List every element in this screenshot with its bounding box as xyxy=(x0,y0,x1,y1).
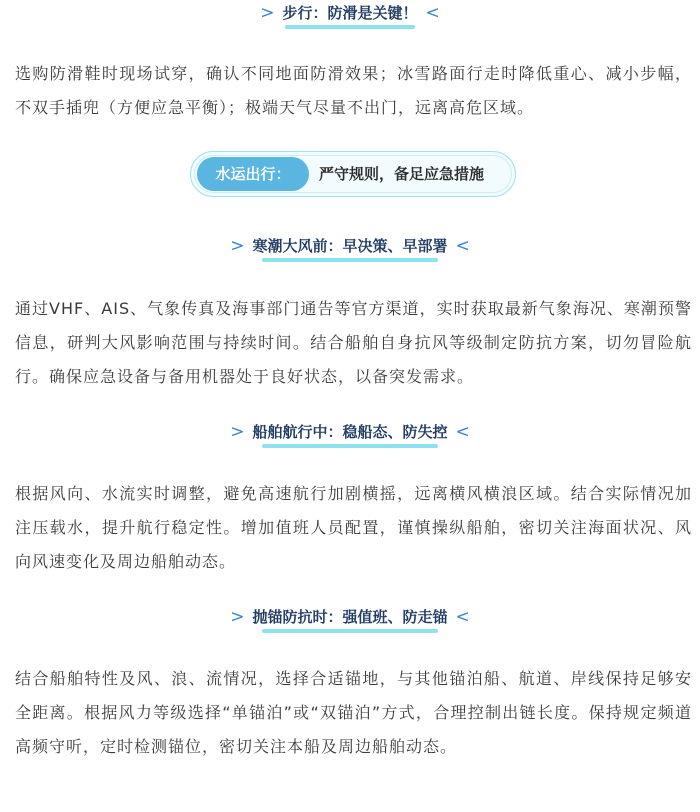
heading-underline xyxy=(262,258,438,262)
section-heading-inner xyxy=(230,606,470,628)
section-paragraph-anchoring: 结合船舶特性及风、浪、流情况，选择合适锚地，与其他锚泊船、航道、岸线保持足够安全距离。根据风力等级选择“单锚泊”或“双锚泊”方式，合理控制出链长度。保持规定频道高频守听，定时检测锚位，密切关注本船及周边船舶动态。 xyxy=(15,669,692,756)
section-title: 抛锚防抗时：强值班、防走锚 xyxy=(252,608,448,626)
section-paragraph-walking: 选购防滑鞋时现场试穿，确认不同地面防滑效果；冰雪路面行走时降低重心、减小步幅，不双手插兜（方便应急平衡）；极端天气尽量不出门，远离高危区域。 xyxy=(15,64,692,117)
chevron-left-icon: < xyxy=(455,607,470,627)
banner-label: 水运出行： xyxy=(197,157,309,191)
heading-underline xyxy=(262,629,438,633)
chevron-left-icon: < xyxy=(455,236,470,256)
section-title: 船舶航行中：稳船态、防失控 xyxy=(252,423,448,441)
chevron-right-icon: > xyxy=(260,3,275,23)
section-heading-before-cold-wave xyxy=(0,235,700,265)
section-paragraph-underway: 根据风向、水流实时调整，避免高速航行加剧横摇，远离横风横浪区域。结合实际情况加注压载水，提升航行稳定性。增加值班人员配置，谨慎操纵船舶，密切关注海面状况、风向风速变化及周边船舶动态。 xyxy=(15,484,692,571)
chevron-right-icon: > xyxy=(230,607,245,627)
banner-text: 严守规则，备足应急措施 xyxy=(319,165,485,183)
section-heading-inner xyxy=(260,2,440,24)
section-heading-underway xyxy=(0,421,700,451)
section-heading-inner xyxy=(230,235,470,257)
section-heading-walking xyxy=(0,2,700,32)
section-heading-anchoring xyxy=(0,606,700,636)
section-paragraph-before-cold-wave: 通过VHF、AIS、气象传真及海事部门通告等官方渠道，实时获取最新气象海况、寒潮预警信息，研判大风影响范围与持续时间。结合船舶自身抗风等级制定防抗方案，切勿冒险航行。确保应急设备与备用机器处于良好状态，以备突发需求。 xyxy=(15,299,692,386)
chevron-left-icon: < xyxy=(455,422,470,442)
heading-underline xyxy=(262,444,438,448)
section-title: 步行：防滑是关键！ xyxy=(282,4,418,22)
chevron-left-icon: < xyxy=(425,3,440,23)
chevron-right-icon: > xyxy=(230,422,245,442)
section-heading-inner xyxy=(230,421,470,443)
chevron-right-icon: > xyxy=(230,236,245,256)
water-travel-banner xyxy=(190,151,516,197)
section-title: 寒潮大风前：早决策、早部署 xyxy=(252,237,448,255)
heading-underline xyxy=(285,25,415,29)
